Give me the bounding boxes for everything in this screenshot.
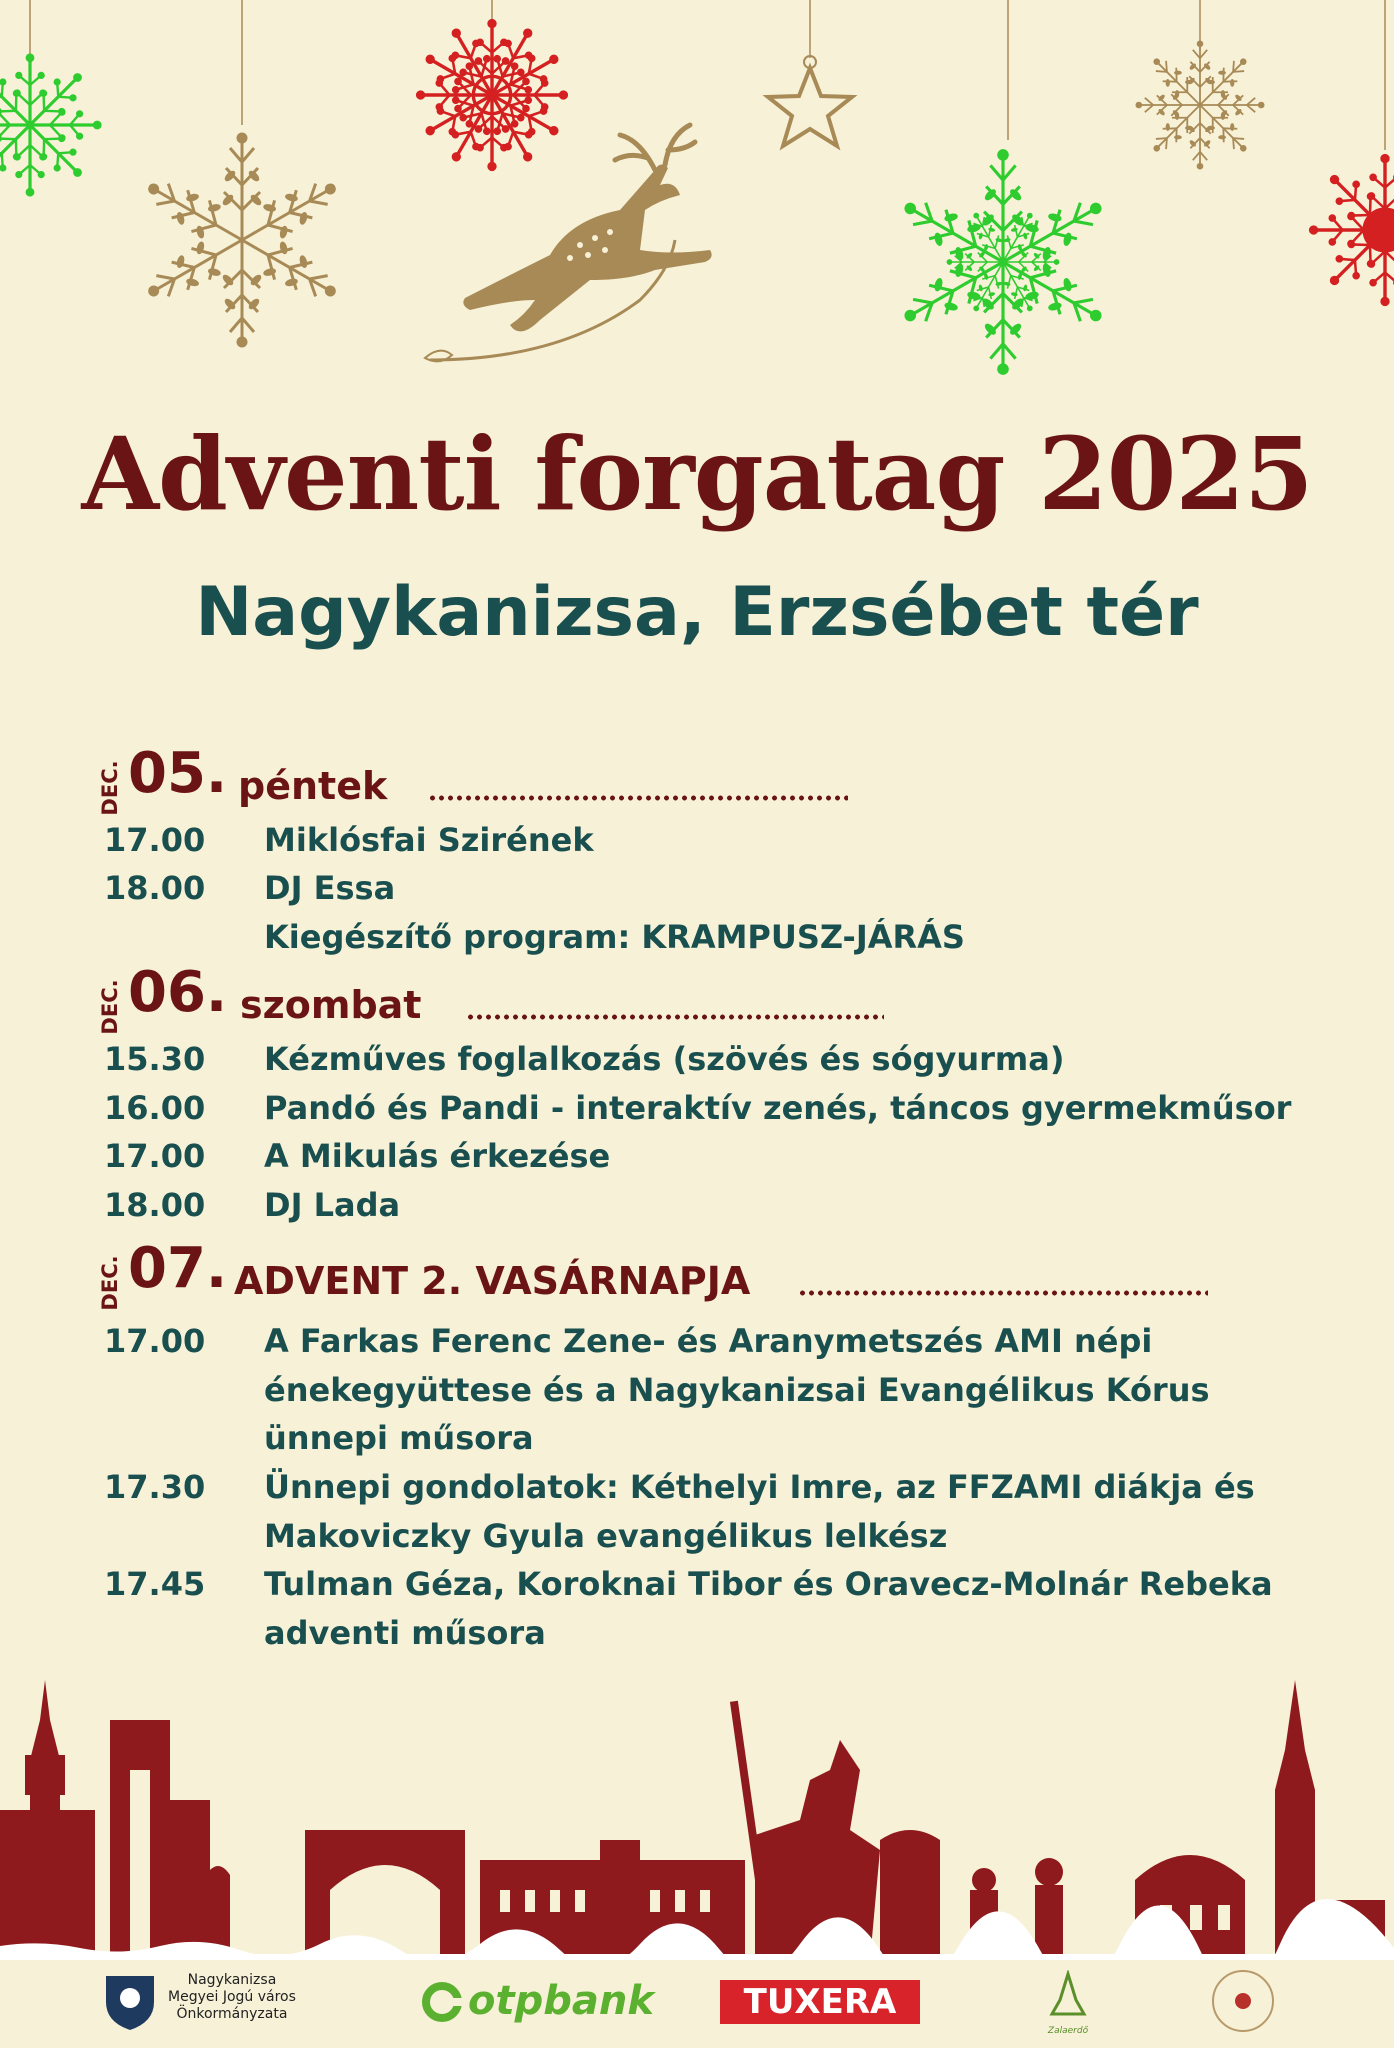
day-name: szombat [240, 983, 422, 1027]
gold-snowflake-small-icon [1136, 41, 1264, 169]
event-title: Miklósfai Szirének [264, 821, 594, 859]
reindeer-icon [425, 125, 712, 361]
green-snowflake-icon [0, 54, 101, 196]
red-snowflake-icon [416, 19, 567, 170]
otp-logo-text: otpbank [468, 1978, 654, 2024]
event-title: ünnepi műsora [264, 1419, 534, 1457]
event-title: DJ Essa [264, 869, 396, 907]
tuxera-logo: TUXERA [720, 1980, 920, 2024]
event-time: 17.45 [104, 1565, 206, 1603]
event-time: 16.00 [104, 1089, 206, 1127]
event-title: Ünnepi gondolatok: Kéthelyi Imre, az FFZAMI diákja és [264, 1468, 1255, 1506]
dotted-leader [798, 1290, 1208, 1296]
dotted-leader [466, 1014, 884, 1020]
dotted-leader [428, 795, 848, 801]
day-number: 07. [128, 1236, 228, 1301]
event-title: A Mikulás érkezése [264, 1137, 611, 1175]
city-crest-icon [100, 1968, 160, 2032]
green-snowflake-large-icon [895, 150, 1111, 375]
event-time: 17.00 [104, 1137, 206, 1175]
event-title: Kézműves foglalkozás (szövés és sógyurma) [264, 1040, 1065, 1078]
cultural-center-logo-icon [1208, 1966, 1278, 2036]
event-time: 15.30 [104, 1040, 206, 1078]
sponsor-bar [0, 1956, 1394, 2048]
event-title: Makoviczky Gyula evangélikus lelkész [264, 1517, 948, 1555]
event-time: 18.00 [104, 1186, 206, 1224]
page-title: Adventi forgatag 2025 [81, 415, 1313, 533]
event-title: DJ Lada [264, 1186, 401, 1224]
city-logo-text: Nagykanizsa Megyei Jogú város Önkormányzata [168, 1972, 296, 2022]
month-label: DEC. [98, 1255, 122, 1311]
event-time: 18.00 [104, 869, 206, 907]
event-title: Tulman Géza, Koroknai Tibor és Oravecz-Molnár Rebeka [264, 1565, 1273, 1603]
month-label: DEC. [98, 760, 122, 816]
day-number: 05. [128, 741, 228, 806]
day-name: ADVENT 2. VASÁRNAPJA [234, 1259, 751, 1303]
page-subtitle: Nagykanizsa, Erzsébet tér [195, 573, 1199, 652]
otp-logo-icon [420, 1980, 464, 2024]
red-snowflake-edge-icon [1309, 154, 1394, 305]
star-ornament-icon [768, 56, 852, 146]
city-skyline [0, 1660, 1394, 1960]
event-title: Kiegészítő program: KRAMPUSZ-JÁRÁS [264, 918, 965, 956]
day-number: 06. [128, 960, 228, 1025]
event-title: A Farkas Ferenc Zene- és Aranymetszés AMI népi [264, 1322, 1153, 1360]
event-title: adventi műsora [264, 1614, 546, 1652]
month-label: DEC. [98, 979, 122, 1035]
day-name: péntek [238, 764, 388, 808]
event-time: 17.00 [104, 821, 206, 859]
event-time: 17.30 [104, 1468, 206, 1506]
event-time: 17.00 [104, 1322, 206, 1360]
zalaerdo-logo-text: Zalaerdő [1047, 2026, 1089, 2036]
gold-snowflake-icon [139, 133, 345, 347]
event-title: Pandó és Pandi - interaktív zenés, táncos gyermekműsor [264, 1089, 1292, 1127]
zalaerdo-logo-icon [1040, 1970, 1096, 2026]
event-title: énekegyüttese és a Nagykanizsai Evangélikus Kórus [264, 1371, 1210, 1409]
top-decorations [0, 0, 1394, 420]
